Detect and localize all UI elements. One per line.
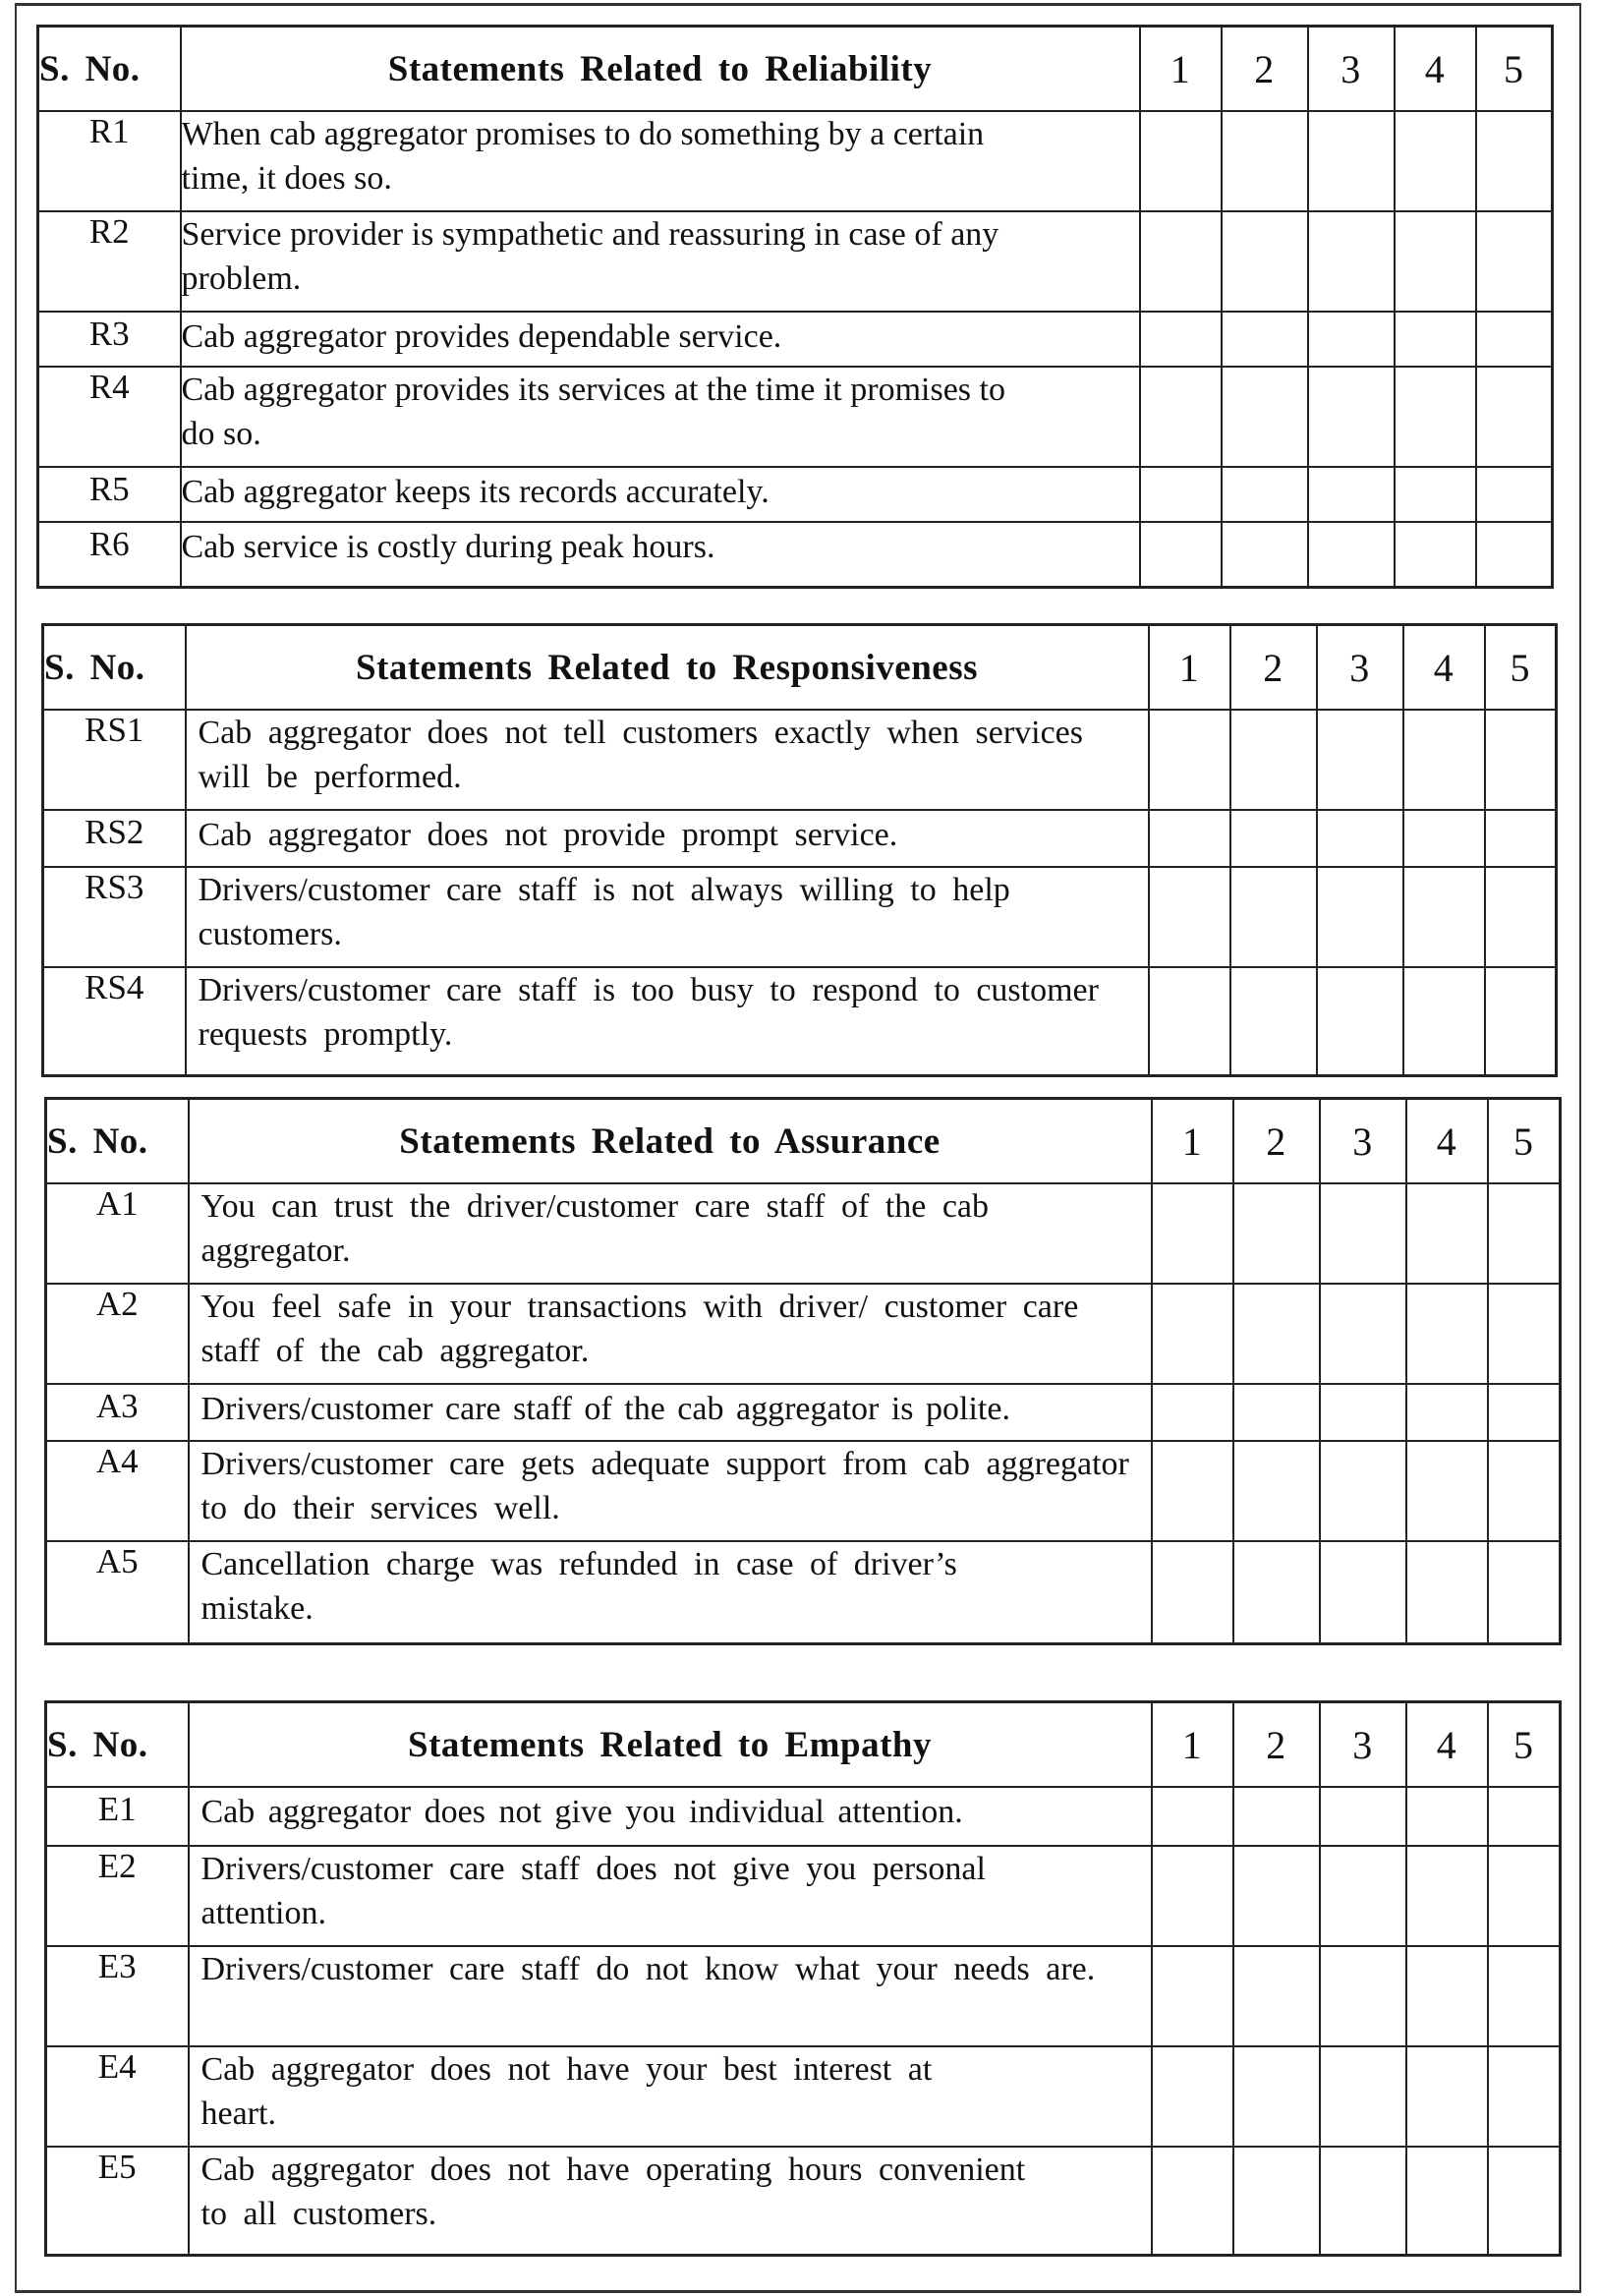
rating-cell-5[interactable] (1476, 522, 1553, 587)
rating-cell-1[interactable] (1152, 1284, 1233, 1384)
row-code: R3 (38, 312, 181, 367)
scale-3: 3 (1317, 625, 1403, 711)
responsiveness-table (41, 623, 1558, 1077)
row-code: R1 (38, 111, 181, 211)
rating-cell-5[interactable] (1488, 1284, 1561, 1384)
row-code: RS1 (43, 710, 186, 810)
sno-header: S. No. (46, 1099, 189, 1184)
table-row (38, 367, 1553, 467)
rating-cell-4[interactable] (1406, 1946, 1488, 2046)
section-title: Statements Related to Reliability (181, 27, 1140, 112)
row-code: E4 (46, 2046, 189, 2147)
rating-cell-3[interactable] (1320, 1441, 1406, 1541)
rating-cell-2[interactable] (1222, 211, 1308, 312)
row-code: E5 (46, 2147, 189, 2255)
rating-cell-4[interactable] (1406, 1787, 1488, 1846)
scale-5: 5 (1476, 27, 1553, 112)
rating-cell-1[interactable] (1140, 367, 1222, 467)
rating-cell-5[interactable] (1476, 211, 1553, 312)
sno-header: S. No. (43, 625, 186, 711)
rating-cell-5[interactable] (1488, 1946, 1561, 2046)
section-title: Statements Related to Responsiveness (186, 625, 1149, 711)
rating-cell-4[interactable] (1395, 312, 1476, 367)
rating-cell-2[interactable] (1233, 2046, 1320, 2147)
header-row (43, 625, 1557, 711)
rating-cell-1[interactable] (1149, 967, 1230, 1075)
rating-cell-1[interactable] (1152, 2147, 1233, 2255)
header-row (46, 1099, 1561, 1184)
rating-cell-3[interactable] (1320, 1946, 1406, 2046)
rating-cell-2[interactable] (1233, 1946, 1320, 2046)
rating-cell-3[interactable] (1308, 522, 1395, 587)
scale-2: 2 (1222, 27, 1308, 112)
rating-cell-5[interactable] (1476, 312, 1553, 367)
empathy-table (44, 1700, 1562, 2257)
rating-cell-3[interactable] (1308, 211, 1395, 312)
row-code: E3 (46, 1946, 189, 2046)
rating-cell-5[interactable] (1488, 1384, 1561, 1441)
scale-4: 4 (1406, 1099, 1488, 1184)
scale-3: 3 (1308, 27, 1395, 112)
row-statement: Drivers/customer care staff do not know what your needs are. (189, 1946, 1152, 2046)
table-row (43, 867, 1557, 967)
row-statement: You can trust the driver/customer care staff of the cab aggregator. (189, 1183, 1152, 1284)
rating-cell-1[interactable] (1140, 522, 1222, 587)
rating-cell-2[interactable] (1233, 1441, 1320, 1541)
rating-cell-2[interactable] (1230, 867, 1317, 967)
rating-cell-3[interactable] (1320, 2147, 1406, 2255)
rating-cell-3[interactable] (1317, 810, 1403, 867)
rating-cell-5[interactable] (1476, 111, 1553, 211)
rating-cell-1[interactable] (1140, 467, 1222, 522)
rating-cell-3[interactable] (1320, 1541, 1406, 1643)
rating-cell-2[interactable] (1233, 1541, 1320, 1643)
rating-cell-2[interactable] (1222, 367, 1308, 467)
rating-cell-1[interactable] (1140, 312, 1222, 367)
table-row (46, 1183, 1561, 1284)
rating-cell-4[interactable] (1406, 1846, 1488, 1946)
rating-cell-3[interactable] (1320, 2046, 1406, 2147)
rating-cell-3[interactable] (1317, 967, 1403, 1075)
table-row (46, 2147, 1561, 2255)
rating-cell-2[interactable] (1233, 2147, 1320, 2255)
table-row (46, 1284, 1561, 1384)
rating-cell-1[interactable] (1152, 1846, 1233, 1946)
scale-2: 2 (1233, 1099, 1320, 1184)
rating-cell-1[interactable] (1149, 867, 1230, 967)
rating-cell-1[interactable] (1152, 1541, 1233, 1643)
rating-cell-2[interactable] (1233, 1846, 1320, 1946)
rating-cell-1[interactable] (1149, 710, 1230, 810)
row-statement: Cab aggregator does not have your best interest at heart. (189, 2046, 1152, 2147)
rating-cell-5[interactable] (1488, 2147, 1561, 2255)
rating-cell-1[interactable] (1149, 810, 1230, 867)
rating-cell-4[interactable] (1406, 1183, 1488, 1284)
row-code: R6 (38, 522, 181, 587)
scale-1: 1 (1140, 27, 1222, 112)
scale-2: 2 (1233, 1702, 1320, 1788)
reliability-table (36, 25, 1554, 589)
row-statement: Cab aggregator provides its services at the time it promises to do so. (181, 367, 1140, 467)
rating-cell-1[interactable] (1152, 1787, 1233, 1846)
header-row (46, 1702, 1561, 1788)
rating-cell-3[interactable] (1320, 1183, 1406, 1284)
scale-2: 2 (1230, 625, 1317, 711)
rating-cell-4[interactable] (1406, 1541, 1488, 1643)
scale-4: 4 (1395, 27, 1476, 112)
section-title: Statements Related to Assurance (189, 1099, 1152, 1184)
rating-cell-4[interactable] (1403, 967, 1485, 1075)
rating-cell-4[interactable] (1406, 1384, 1488, 1441)
table-row (46, 1946, 1561, 2046)
rating-cell-5[interactable] (1476, 367, 1553, 467)
rating-cell-2[interactable] (1230, 710, 1317, 810)
row-statement: Cab aggregator does not give you individual attention. (189, 1787, 1152, 1846)
table-row (46, 1846, 1561, 1946)
rating-cell-5[interactable] (1488, 2046, 1561, 2147)
row-code: RS2 (43, 810, 186, 867)
table-row (38, 522, 1553, 587)
table-row (43, 710, 1557, 810)
rating-cell-3[interactable] (1317, 710, 1403, 810)
row-statement: Cab aggregator does not tell customers exactly when services will be performed. (186, 710, 1149, 810)
row-statement: Cab aggregator provides dependable service. (181, 312, 1140, 367)
rating-cell-4[interactable] (1395, 367, 1476, 467)
rating-cell-3[interactable] (1320, 1846, 1406, 1946)
rating-cell-4[interactable] (1403, 710, 1485, 810)
rating-cell-2[interactable] (1233, 1284, 1320, 1384)
scale-4: 4 (1406, 1702, 1488, 1788)
sno-header: S. No. (46, 1702, 189, 1788)
rating-cell-4[interactable] (1395, 111, 1476, 211)
row-code: R4 (38, 367, 181, 467)
rating-cell-5[interactable] (1485, 967, 1557, 1075)
rating-cell-2[interactable] (1233, 1787, 1320, 1846)
scale-5: 5 (1485, 625, 1557, 711)
rating-cell-1[interactable] (1152, 2046, 1233, 2147)
row-statement: Cab aggregator keeps its records accurately. (181, 467, 1140, 522)
rating-cell-3[interactable] (1308, 467, 1395, 522)
rating-cell-4[interactable] (1395, 211, 1476, 312)
table-row (38, 467, 1553, 522)
rating-cell-4[interactable] (1395, 522, 1476, 587)
rating-cell-4[interactable] (1403, 867, 1485, 967)
rating-cell-3[interactable] (1320, 1384, 1406, 1441)
row-statement: Drivers/customer care staff does not give you personal attention. (189, 1846, 1152, 1946)
rating-cell-1[interactable] (1152, 1441, 1233, 1541)
rating-cell-5[interactable] (1488, 1541, 1561, 1643)
rating-cell-3[interactable] (1317, 867, 1403, 967)
table-row (46, 1541, 1561, 1643)
rating-cell-3[interactable] (1308, 367, 1395, 467)
scale-3: 3 (1320, 1702, 1406, 1788)
scale-5: 5 (1488, 1099, 1561, 1184)
rating-cell-5[interactable] (1488, 1183, 1561, 1284)
rating-cell-4[interactable] (1403, 810, 1485, 867)
rating-cell-4[interactable] (1406, 1441, 1488, 1541)
row-statement: Drivers/customer care gets adequate support from cab aggregator to do their services well. (189, 1441, 1152, 1541)
row-code: RS3 (43, 867, 186, 967)
rating-cell-4[interactable] (1395, 467, 1476, 522)
rating-cell-2[interactable] (1233, 1384, 1320, 1441)
rating-cell-3[interactable] (1308, 111, 1395, 211)
table-row (46, 1787, 1561, 1846)
table-row (38, 211, 1553, 312)
sno-header: S. No. (38, 27, 181, 112)
rating-cell-2[interactable] (1233, 1183, 1320, 1284)
scale-1: 1 (1152, 1099, 1233, 1184)
row-statement: Cab aggregator does not provide prompt service. (186, 810, 1149, 867)
row-statement: Cab service is costly during peak hours. (181, 522, 1140, 587)
row-statement: Drivers/customer care staff is not always willing to help customers. (186, 867, 1149, 967)
rating-cell-5[interactable] (1488, 1846, 1561, 1946)
row-code: A1 (46, 1183, 189, 1284)
rating-cell-5[interactable] (1485, 810, 1557, 867)
row-code: RS4 (43, 967, 186, 1075)
row-code: A5 (46, 1541, 189, 1643)
scale-5: 5 (1488, 1702, 1561, 1788)
rating-cell-3[interactable] (1320, 1787, 1406, 1846)
rating-cell-1[interactable] (1152, 1384, 1233, 1441)
row-statement: You feel safe in your transactions with driver/ customer care staff of the cab aggregator. (189, 1284, 1152, 1384)
rating-cell-2[interactable] (1230, 810, 1317, 867)
rating-cell-4[interactable] (1406, 2046, 1488, 2147)
section-title: Statements Related to Empathy (189, 1702, 1152, 1788)
rating-cell-2[interactable] (1222, 522, 1308, 587)
row-statement: Drivers/customer care staff is too busy to respond to customer requests promptly. (186, 967, 1149, 1075)
row-statement: Cab aggregator does not have operating hours convenient to all customers. (189, 2147, 1152, 2255)
rating-cell-5[interactable] (1476, 467, 1553, 522)
scale-1: 1 (1152, 1702, 1233, 1788)
row-code: E2 (46, 1846, 189, 1946)
row-statement: Drivers/customer care staff of the cab aggregator is polite. (189, 1384, 1152, 1441)
rating-cell-2[interactable] (1222, 312, 1308, 367)
rating-cell-2[interactable] (1222, 111, 1308, 211)
rating-cell-1[interactable] (1152, 1946, 1233, 2046)
rating-cell-5[interactable] (1488, 1441, 1561, 1541)
table-row (38, 312, 1553, 367)
table-row (46, 2046, 1561, 2147)
table-row (43, 810, 1557, 867)
rating-cell-5[interactable] (1485, 710, 1557, 810)
rating-cell-2[interactable] (1230, 967, 1317, 1075)
rating-cell-1[interactable] (1140, 211, 1222, 312)
rating-cell-5[interactable] (1488, 1787, 1561, 1846)
row-statement: When cab aggregator promises to do something by a certain time, it does so. (181, 111, 1140, 211)
rating-cell-1[interactable] (1140, 111, 1222, 211)
table-row (46, 1441, 1561, 1541)
scale-4: 4 (1403, 625, 1485, 711)
scale-1: 1 (1149, 625, 1230, 711)
assurance-table (44, 1097, 1562, 1645)
row-code: R5 (38, 467, 181, 522)
rating-cell-3[interactable] (1308, 312, 1395, 367)
header-row (38, 27, 1553, 112)
row-code: A4 (46, 1441, 189, 1541)
table-row (38, 111, 1553, 211)
rating-cell-3[interactable] (1320, 1284, 1406, 1384)
rating-cell-5[interactable] (1485, 867, 1557, 967)
rating-cell-4[interactable] (1406, 1284, 1488, 1384)
row-statement: Service provider is sympathetic and reassuring in case of any problem. (181, 211, 1140, 312)
rating-cell-2[interactable] (1222, 467, 1308, 522)
scale-3: 3 (1320, 1099, 1406, 1184)
table-row (46, 1384, 1561, 1441)
row-code: A3 (46, 1384, 189, 1441)
row-code: E1 (46, 1787, 189, 1846)
rating-cell-4[interactable] (1406, 2147, 1488, 2255)
row-code: R2 (38, 211, 181, 312)
table-row (43, 967, 1557, 1075)
rating-cell-1[interactable] (1152, 1183, 1233, 1284)
row-statement: Cancellation charge was refunded in case of driver’s mistake. (189, 1541, 1152, 1643)
row-code: A2 (46, 1284, 189, 1384)
